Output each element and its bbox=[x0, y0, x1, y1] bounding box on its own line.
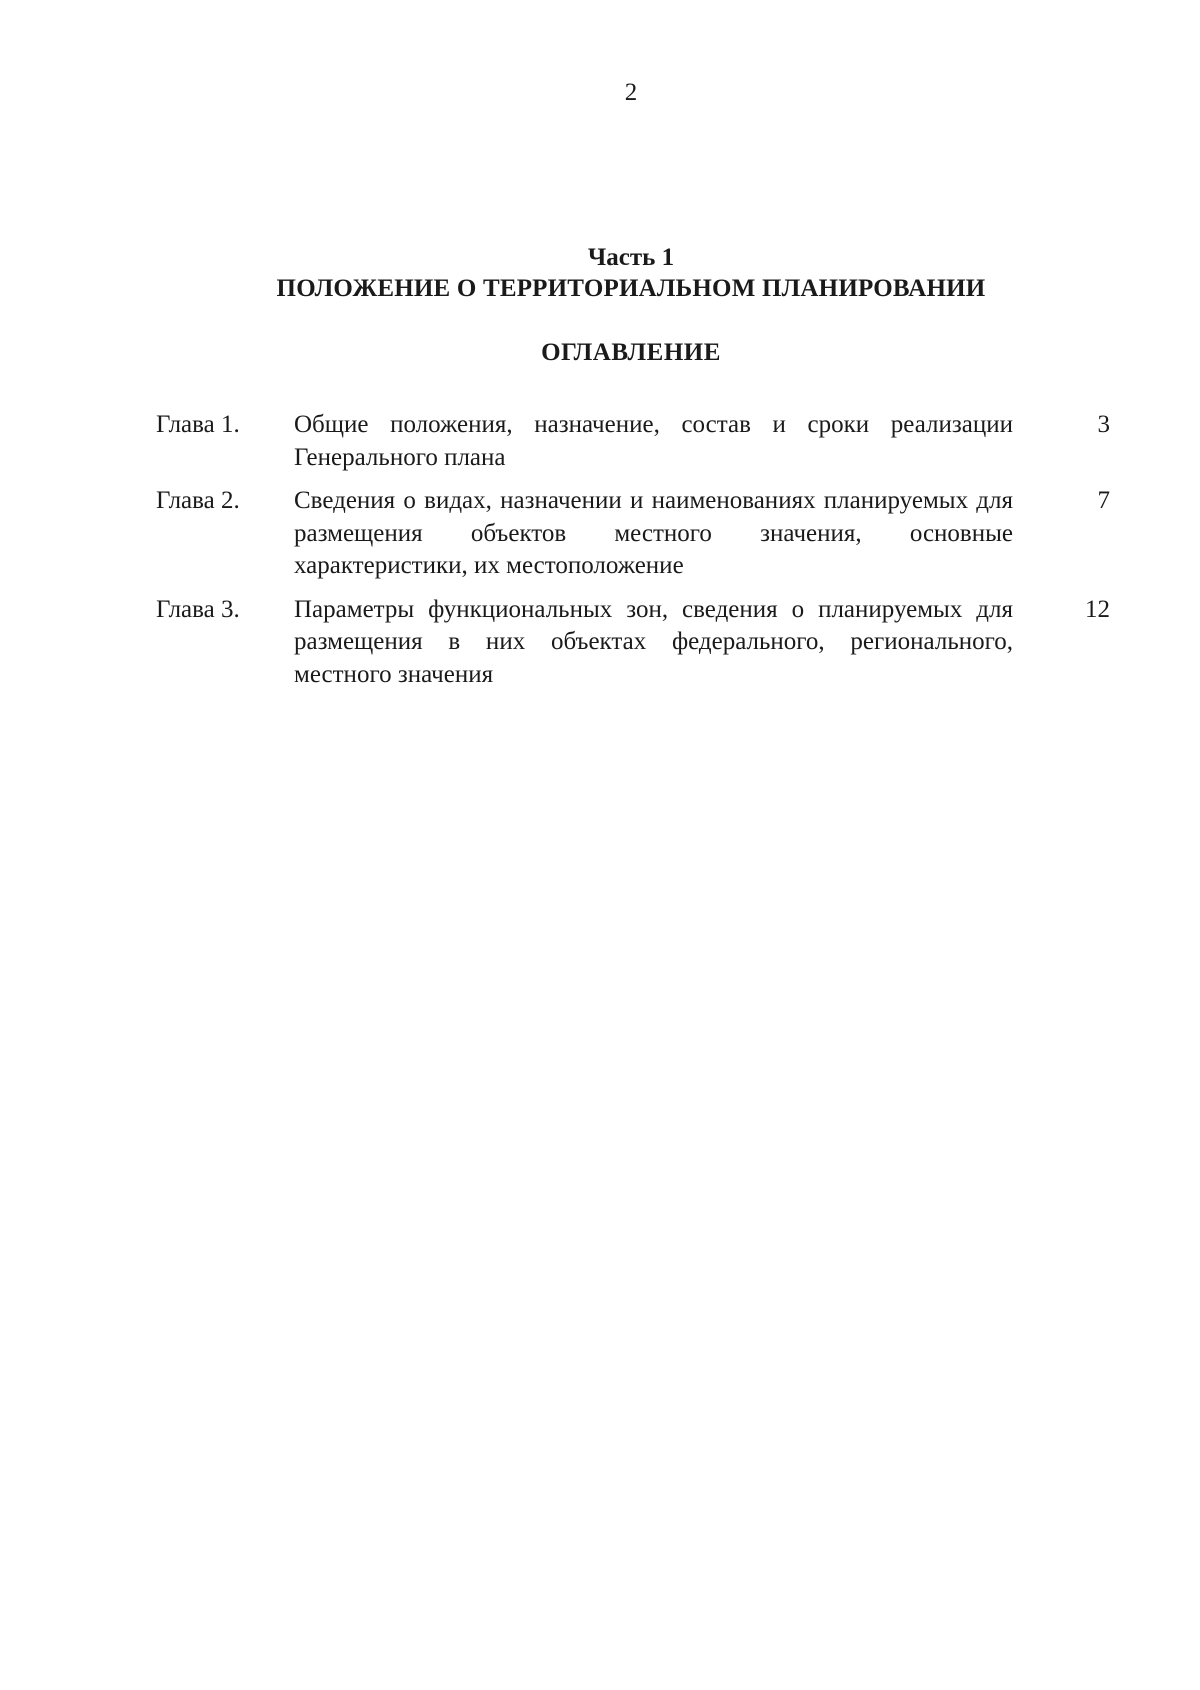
toc-page-number: 12 bbox=[1085, 595, 1110, 623]
toc-chapter-label: Глава 1. bbox=[156, 411, 240, 438]
toc-page-number: 7 bbox=[1097, 487, 1110, 514]
toc-title: ОГЛАВЛЕНИЕ bbox=[541, 339, 721, 366]
toc-entry-chapter-1 bbox=[156, 409, 1116, 474]
page-number: 2 bbox=[624, 79, 638, 106]
toc-chapter-title: Параметры функциональных зон, сведения о планируемых для размещения в них объектах федерального, регионального, местного значения bbox=[294, 595, 1013, 688]
toc-chapter-label: Глава 3. bbox=[156, 595, 240, 623]
part-label: Часть 1 bbox=[587, 244, 675, 271]
toc-chapter-title: Сведения о видах, назначении и наименованиях планируемых для размещения объектов местного значения, основные характеристики, их местоположение bbox=[294, 487, 1013, 579]
toc-chapter-title: Общие положения, назначение, состав и сроки реализации Генерального плана bbox=[294, 411, 1013, 471]
toc-chapter-label: Глава 2. bbox=[156, 487, 240, 514]
toc-page-number: 3 bbox=[1097, 411, 1110, 438]
table-of-contents bbox=[156, 409, 1116, 702]
toc-entry-chapter-3 bbox=[156, 594, 1116, 692]
heading-block bbox=[0, 242, 1200, 368]
toc-entry-chapter-2 bbox=[156, 485, 1116, 583]
part-title: ПОЛОЖЕНИЕ О ТЕРРИТОРИАЛЬНОМ ПЛАНИРОВАНИИ bbox=[276, 275, 986, 302]
